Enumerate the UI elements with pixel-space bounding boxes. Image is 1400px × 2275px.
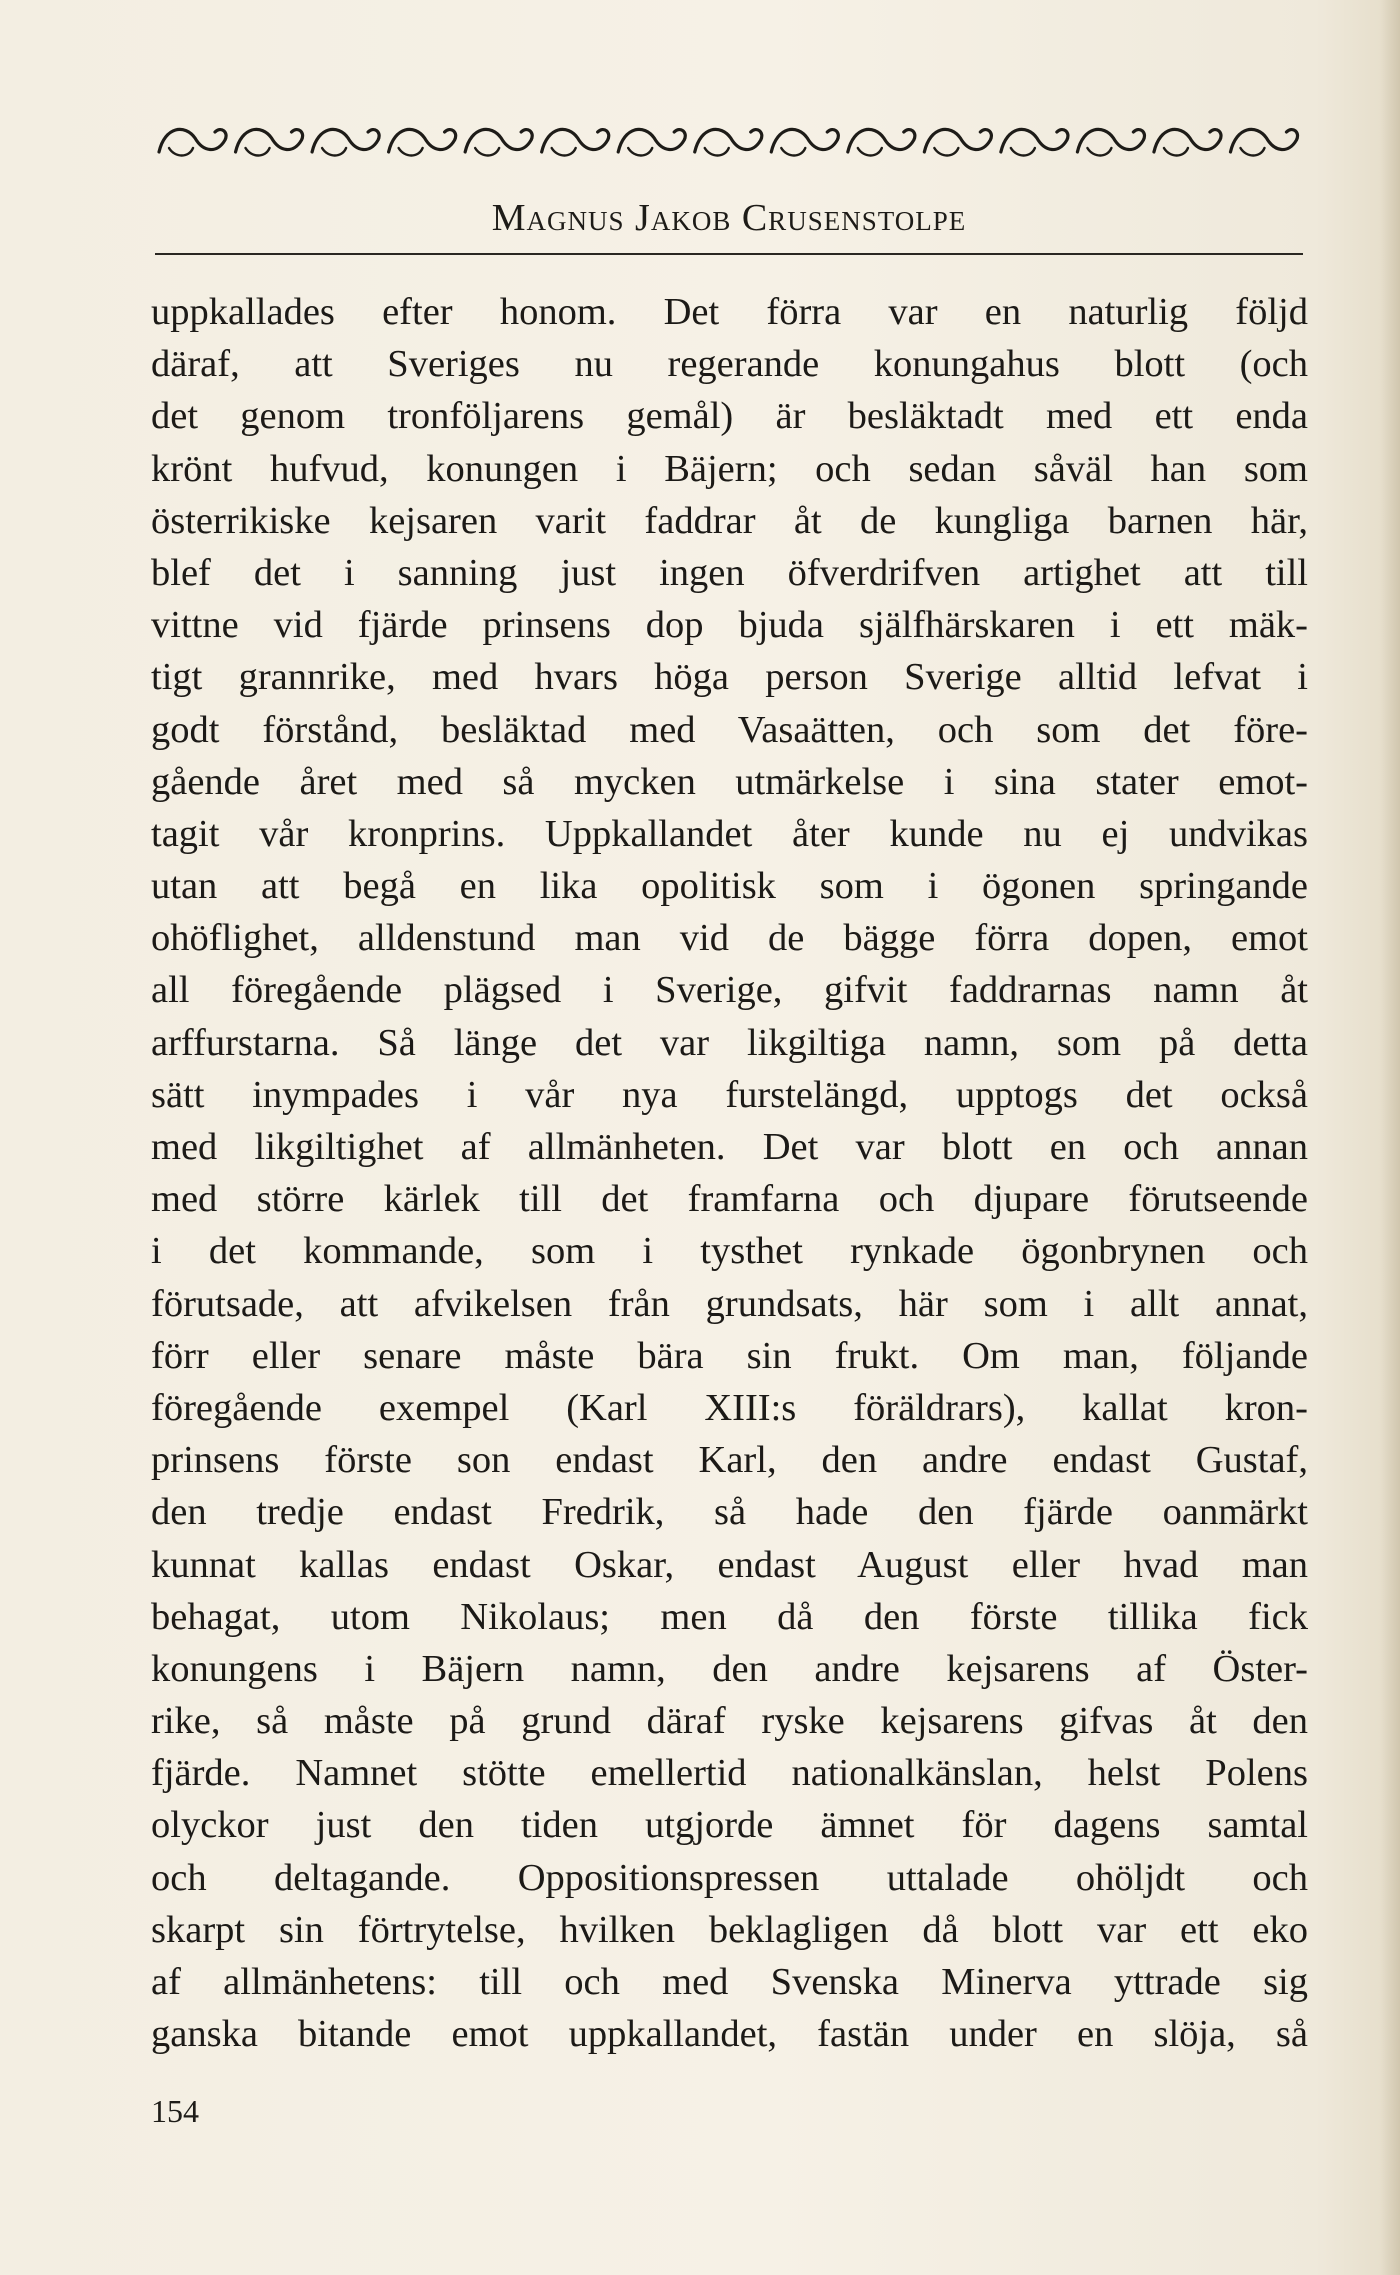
text-line: prinsens förste son endast Karl, den andre endast Gustaf, xyxy=(151,1439,1308,1482)
text-line: ganska bitande emot uppkallandet, fastän under en slöja, så xyxy=(151,2013,1308,2056)
text-line: ohöflighet, alldenstund man vid de bägge förra dopen, emot xyxy=(151,917,1308,960)
ornament-curl xyxy=(399,148,423,156)
ornament-curl xyxy=(475,148,499,156)
page-edge-shadow xyxy=(1380,0,1400,2275)
ornament-curl xyxy=(246,148,270,156)
page-number: 154 xyxy=(151,2093,199,2129)
ornament-curl xyxy=(628,148,652,156)
ornament-curl xyxy=(934,148,958,156)
text-line: med likgiltighet af allmänheten. Det var blott en och annan xyxy=(151,1126,1308,1168)
text-line: konungens i Bäjern namn, den andre kejsarens af Öster- xyxy=(151,1647,1308,1690)
text-line: utan att begå en lika opolitisk som i ögonen springande xyxy=(151,865,1308,908)
ornament-curl xyxy=(1087,148,1111,156)
text-line: och deltagande. Oppositionspressen uttalade ohöljdt och xyxy=(151,1856,1308,1899)
text-line: blef det i sanning just ingen öfverdrifven artighet att till xyxy=(151,551,1308,594)
text-line: den tredje endast Fredrik, så hade den fjärde oanmärkt xyxy=(151,1491,1308,1534)
ornament-curl xyxy=(322,148,346,156)
text-line: all föregående plägsed i Sverige, gifvit faddrarnas namn åt xyxy=(151,969,1308,1012)
text-line: olyckor just den tiden utgjorde ämnet för dagens samtal xyxy=(151,1804,1308,1847)
text-line: sätt inympades i vår nya furstelängd, upptogs det också xyxy=(151,1073,1308,1116)
text-line: vittne vid fjärde prinsens dop bjuda själfhärskaren i ett mäk- xyxy=(151,604,1308,647)
text-line: det genom tronföljarens gemål) är besläktadt med ett enda xyxy=(151,395,1308,438)
text-line: med större kärlek till det framfarna och djupare förutseende xyxy=(151,1178,1308,1221)
decorative-header-ornament xyxy=(155,118,1303,168)
text-line: föregående exempel (Karl XIII:s föräldrars), kallat kron- xyxy=(151,1386,1308,1429)
ornament-curl xyxy=(1011,148,1035,156)
text-line: tagit vår kronprins. Uppkallandet åter kunde nu ej undvikas xyxy=(151,812,1308,855)
text-line: godt förstånd, besläktad med Vasaätten, och som det före- xyxy=(151,708,1308,751)
text-line: i det kommande, som i tysthet rynkade ögonbrynen och xyxy=(151,1230,1308,1273)
ornament-curl xyxy=(169,148,193,156)
text-line: krönt hufvud, konungen i Bäjern; och sedan såväl han som xyxy=(151,447,1308,490)
text-line: behagat, utom Nikolaus; men då den förste tillika fick xyxy=(151,1595,1308,1638)
text-line: skarpt sin förtrytelse, hvilken beklagligen då blott var ett eko xyxy=(151,1908,1308,1951)
ornament-curl xyxy=(858,148,882,156)
ornament-curl xyxy=(552,148,576,156)
text-line: uppkallades efter honom. Det förra var en naturlig följd xyxy=(151,291,1308,333)
text-line: förutsade, att afvikelsen från grundsats, här som i allt annat, xyxy=(151,1282,1308,1325)
running-title: Magnus Jakob Crusenstolpe xyxy=(491,197,967,239)
text-line: österrikiske kejsaren varit faddrar åt de kungliga barnen här, xyxy=(151,499,1308,542)
text-line: förr eller senare måste bära sin frukt. Om man, följande xyxy=(151,1334,1308,1377)
text-line: fjärde. Namnet stötte emellertid nationalkänslan, helst Polens xyxy=(151,1752,1308,1795)
text-line: af allmänhetens: till och med Svenska Minerva yttrade sig xyxy=(151,1961,1308,2003)
text-line: gående året med så mycken utmärkelse i sina stater emot- xyxy=(151,760,1308,803)
ornament-curl xyxy=(1164,148,1188,156)
header-rule xyxy=(155,253,1303,255)
ornament-curl xyxy=(781,148,805,156)
text-line: tigt grannrike, med hvars höga person Sverige alltid lefvat i xyxy=(151,656,1308,699)
ornament-curl xyxy=(1240,148,1264,156)
text-line: däraf, att Sveriges nu regerande konungahus blott (och xyxy=(151,343,1308,386)
body-text xyxy=(151,286,1308,2060)
ornament-curl xyxy=(705,148,729,156)
text-line: rike, så måste på grund däraf ryske kejsarens gifvas åt den xyxy=(151,1700,1308,1743)
text-line: kunnat kallas endast Oskar, endast August eller hvad man xyxy=(151,1543,1308,1586)
text-line: arffurstarna. Så länge det var likgiltiga namn, som på detta xyxy=(151,1021,1308,1064)
